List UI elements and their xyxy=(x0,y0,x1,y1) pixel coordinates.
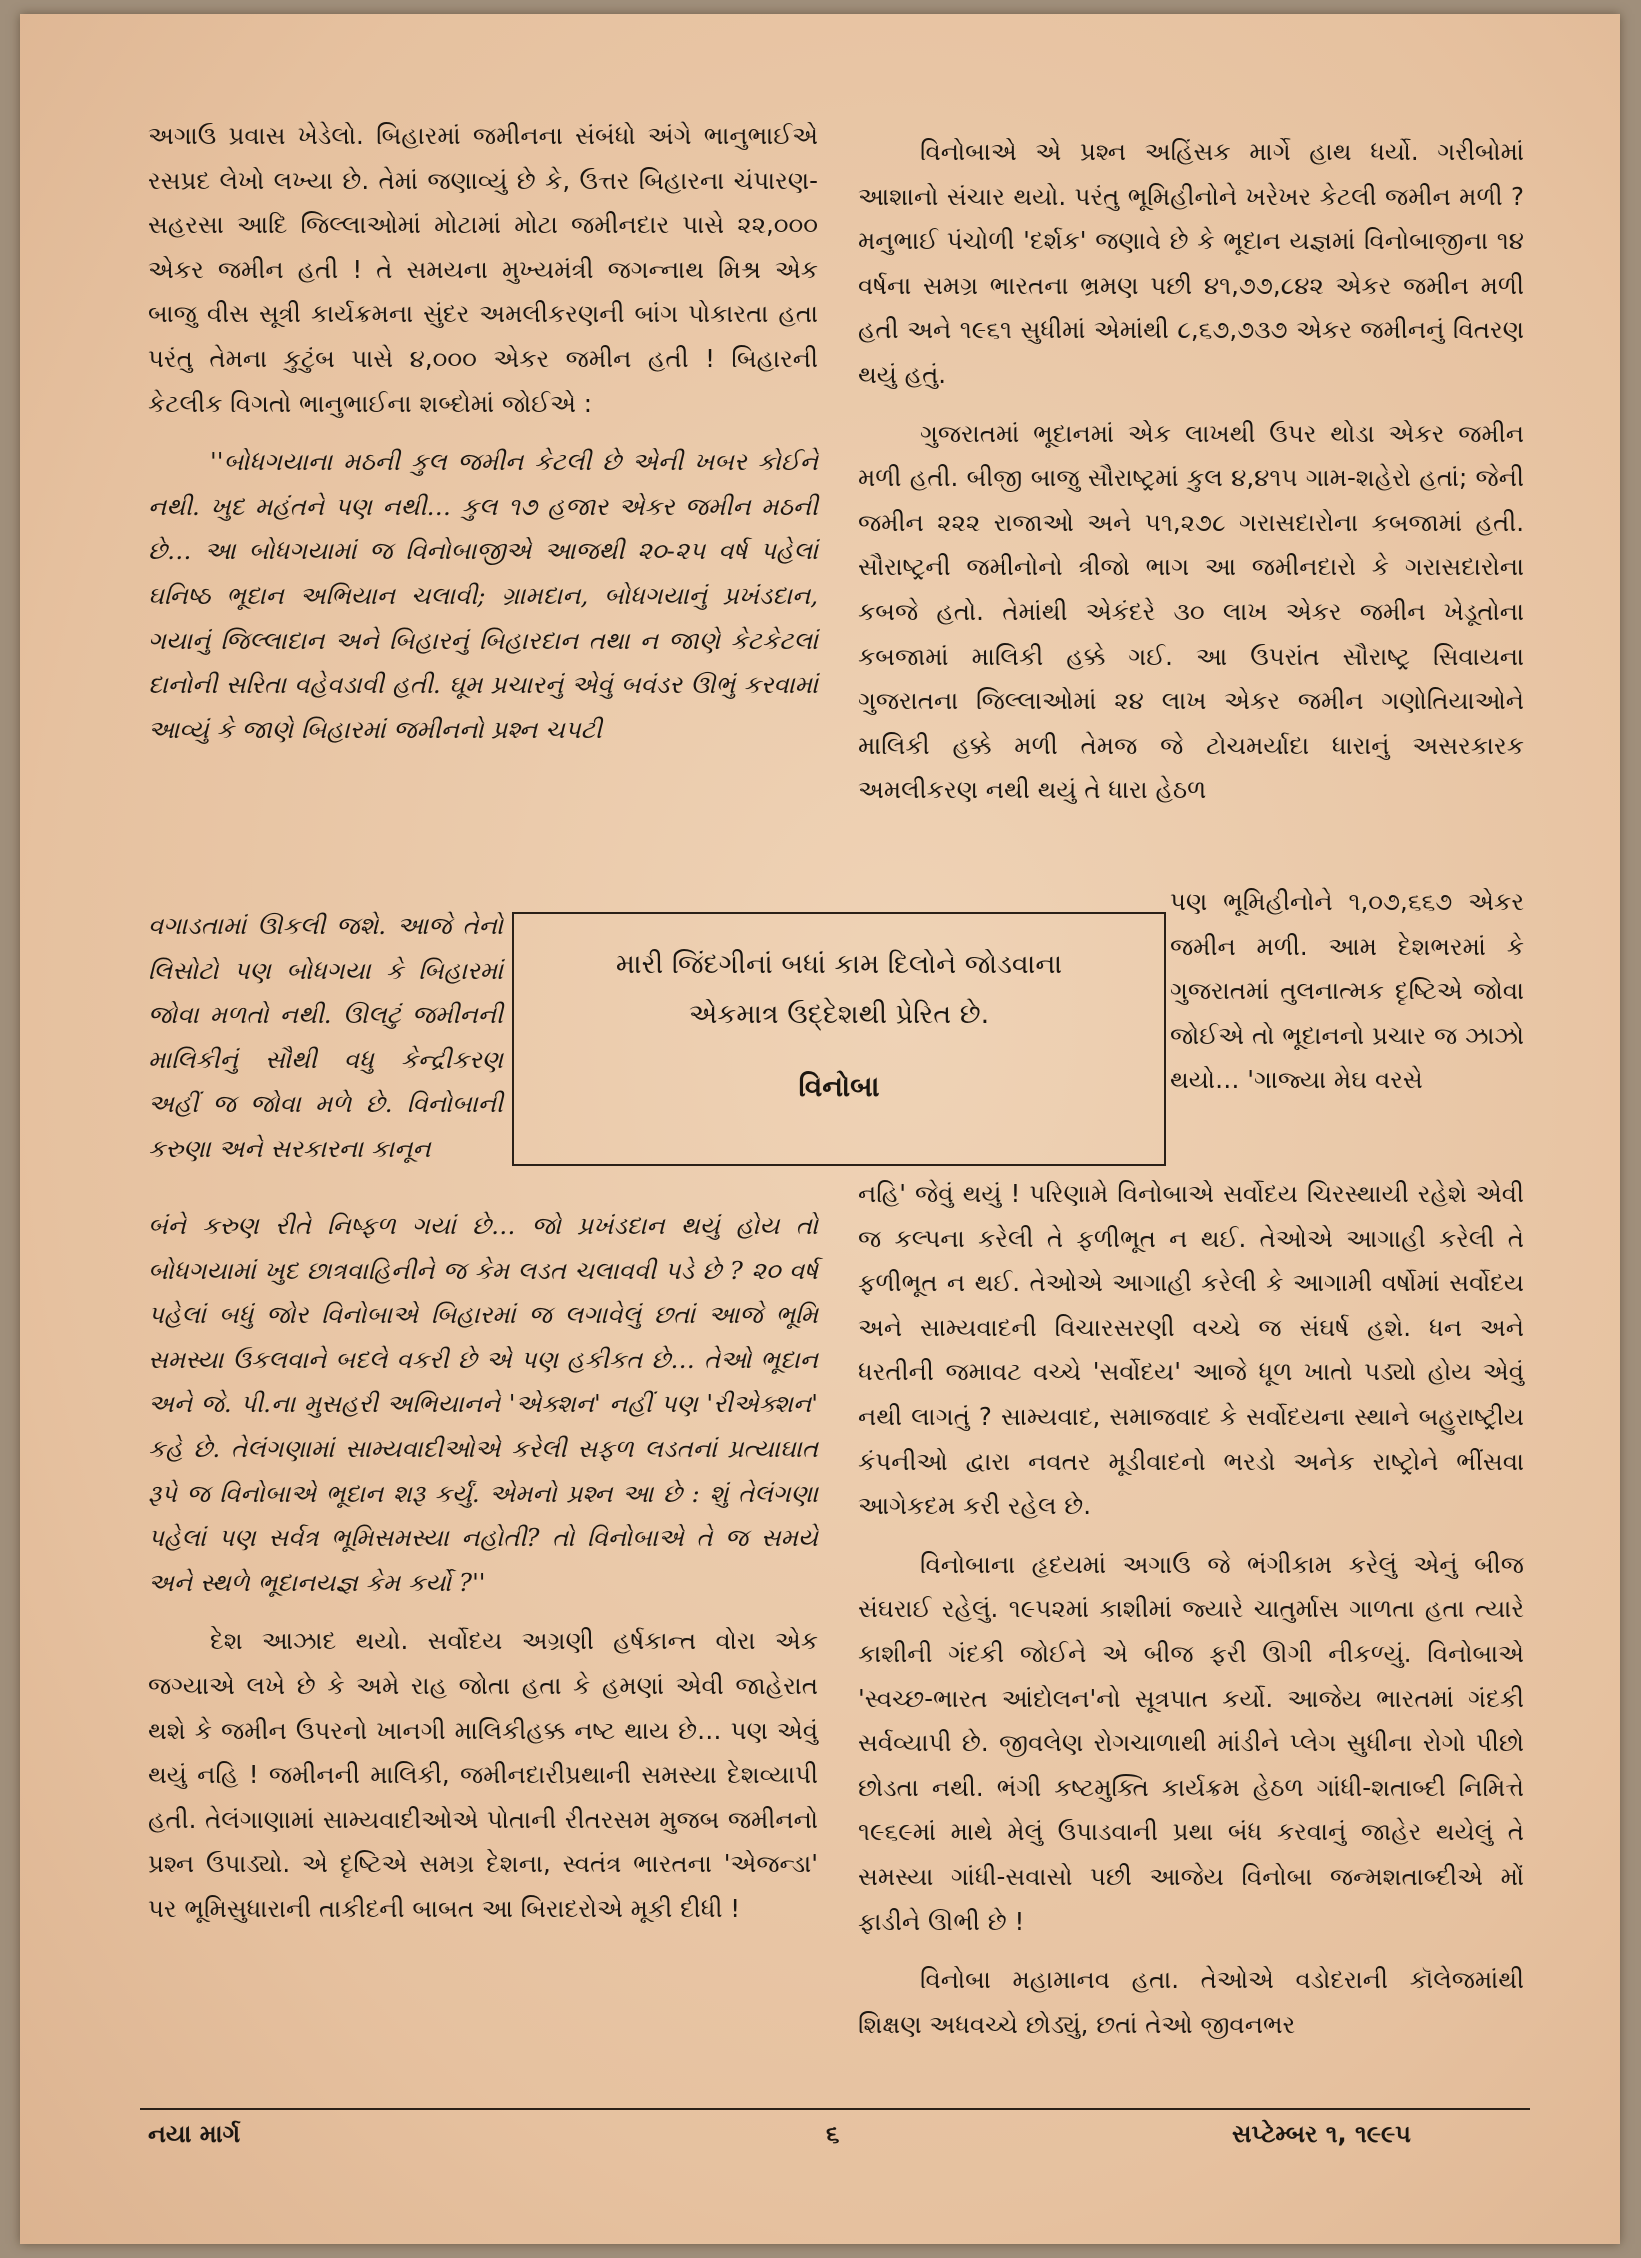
right-paragraph-2-narrow: પણ ભૂમિહીનોને ૧,૦૭,૬૬૭ એકર જમીન મળી. આમ દેશભરમાં કે ગુજરાતમાં તુલનાત્મક દૃષ્ટિએ જોવા જોઈએ તો ભૂદાનનો પ્રચાર જ ઝાઝો થયો… 'ગાજ્યા મેઘ વરસે xyxy=(1170,887,1524,1095)
left-column-top xyxy=(148,114,818,752)
left-paragraph-1: અગાઉ પ્રવાસ ખેડેલો. બિહારમાં જમીનના સંબંધો અંગે ભાનુભાઈએ રસપ્રદ લેખો લખ્યા છે. તેમાં જણાવ્યું છે કે, ઉત્તર બિહારના ચંપારણ-સહરસા આદિ જિલ્લાઓમાં મોટામાં મોટા જમીનદાર પાસે ૨૨,૦૦૦ એકર જમીન હતી ! તે સમયના મુખ્યમંત્રી જગન્નાથ મિશ્ર એક બાજુ વીસ સૂત્રી કાર્યક્રમના સુંદર અમલીકરણની બાંગ પોકારતા હતા પરંતુ તેમના કુટુંબ પાસે ૪,૦૦૦ એકર જમીન હતી ! બિહારની કેટલીક વિગતો ભાનુભાઈના શબ્દોમાં જોઈએ : xyxy=(148,121,818,418)
left-column-bottom xyxy=(148,1204,818,1932)
pull-quote-line-1: મારી જિંદગીનાં બધાં કામ દિલોને જોડવાના xyxy=(615,949,1063,980)
left-quote-full: ''બોધગયાના મઠની કુલ જમીન કેટલી છે એની ખબર કોઈને નથી. ખુદ મહંતને પણ નથી… કુલ ૧૭ હજાર એકર જમીન મઠની છે… આ બોધગયામાં જ વિનોબાજીએ આજથી ૨૦-૨૫ વર્ષ પહેલાં ઘનિષ્ઠ ભૂદાન અભિયાન ચલાવી; ગ્રામદાન, બોધગયાનું પ્રખંડદાન, ગયાનું જિલ્લાદાન અને બિહારનું બિહારદાન તથા ન જાણે કેટકેટલાં દાનોની સરિતા વહેવડાવી હતી. ઘૂમ પ્રચારનું એવું બવંડર ઊભું કરવામાં આવ્યું કે જાણે બિહારમાં જમીનનો પ્રશ્ન ચપટી xyxy=(148,447,818,744)
right-paragraph-4: વિનોબા મહામાનવ હતા. તેઓએ વડોદરાની કૉલેજમાંથી શિક્ષણ અધવચ્ચે છોડ્યું, છતાં તેઓ જીવનભર xyxy=(858,1965,1524,2039)
left-paragraph-3: દેશ આઝાદ થયો. સર્વોદય અગ્રણી હર્ષકાન્ત વોરા એક જગ્યાએ લખે છે કે અમે રાહ જોતા હતા કે હમણાં એવી જાહેરાત થશે કે જમીન ઉપરનો ખાનગી માલિકીહક્ક નષ્ટ થાય છે… પણ એવું થયું નહિ ! જમીનની માલિકી, જમીનદારીપ્રથાની સમસ્યા દેશવ્યાપી હતી. તેલંગાણામાં સામ્યવાદીઓએ પોતાની રીતરસમ મુજબ જમીનનો પ્રશ્ન ઉપાડ્યો. એ દૃષ્ટિએ સમગ્ર દેશના, સ્વતંત્ર ભારતના 'એજન્ડા' પર ભૂમિસુધારાની તાકીદની બાબત આ બિરાદરોએ મૂકી દીધી ! xyxy=(148,1626,818,1923)
pull-quote-line-2: એકમાત્ર ઉદ્દેશથી પ્રેરિત છે. xyxy=(688,999,990,1030)
footer-rule xyxy=(140,2108,1530,2110)
right-paragraph-2: ગુજરાતમાં ભૂદાનમાં એક લાખથી ઉપર થોડા એકર જમીન મળી હતી. બીજી બાજુ સૌરાષ્ટ્રમાં કુલ ૪,૪૧૫ ગામ-શહેરો હતાં; જેની જમીન ૨૨૨ રાજાઓ અને ૫૧,૨૭૮ ગરાસદારોના કબજામાં હતી. સૌરાષ્ટ્રની જમીનોનો ત્રીજો ભાગ આ જમીનદારો કે ગરાસદારોના કબજે હતો. તેમાંથી એકંદરે ૩૦ લાખ એકર જમીન ખેડૂતોના કબજામાં માલિકી હક્કે ગઈ. આ ઉપરાંત સૌરાષ્ટ્ર સિવાયના ગુજરાતના જિલ્લાઓમાં ૨૪ લાખ એકર જમીન ગણોતિયાઓને માલિકી હક્કે મળી તેમજ જે ટોચમર્યાદા ધારાનું અસરકારક અમલીકરણ નથી થયું તે ધારા હેઠળ xyxy=(858,418,1524,805)
footer-date: સપ્ટેમ્બર ૧, ૧૯૯૫ xyxy=(1232,2120,1411,2148)
left-quote-rest: બંને કરુણ રીતે નિષ્ફળ ગયાં છે… જો પ્રખંડદાન થયું હોય તો બોધગયામાં ખુદ છાત્રવાહિનીને જ કેમ લડત ચલાવવી પડે છે ? ૨૦ વર્ષ પહેલાં બધું જોર વિનોબાએ બિહારમાં જ લગાવેલું છતાં આજે ભૂમિ સમસ્યા ઉકલવાને બદલે વકરી છે એ પણ હકીકત છે… તેઓ ભૂદાન અને જે. પી.ના મુસહરી અભિયાનને 'એક્શન' નહીં પણ 'રીએક્શન' કહે છે. તેલંગણામાં સામ્યવાદીઓએ કરેલી સફળ લડતનાં પ્રત્યાઘાત રૂપે જ વિનોબાએ ભૂદાન શરૂ કર્યું. એમનો પ્રશ્ન આ છે : શું તેલંગણા પહેલાં પણ સર્વત્ર ભૂમિસમસ્યા નહોતી? તો વિનોબાએ તે જ સમયે અને સ્થળે ભૂદાનયજ્ઞ કેમ કર્યો ?'' xyxy=(148,1211,818,1597)
right-paragraph-2-rest: નહિ' જેવું થયું ! પરિણામે વિનોબાએ સર્વોદય ચિરસ્થાયી રહેશે એવી જ કલ્પના કરેલી તે ફળીભૂત ન થઈ. તેઓએ આગાહી કરેલી તે ફળીભૂત ન થઈ. તેઓએ આગાહી કરેલી કે આગામી વર્ષોમાં સર્વોદય અને સામ્યવાદની વિચારસરણી વચ્ચે જ સંઘર્ષ હશે. ધન અને ધરતીની જમાવટ વચ્ચે 'સર્વોદય' આજે ધૂળ ખાતો પડ્યો હોય એવું નથી લાગતું ? સામ્યવાદ, સમાજવાદ કે સર્વોદયના સ્થાને બહુરાષ્ટ્રીય કંપનીઓ દ્વારા નવતર મૂડીવાદનો ભરડો અનેક રાષ્ટ્રોને ભીંસવા આગેકદમ કરી રહેલ છે. xyxy=(858,1179,1524,1521)
right-column-top xyxy=(858,130,1524,813)
right-paragraph-1: વિનોબાએ એ પ્રશ્ન અહિંસક માર્ગે હાથ ધર્યો. ગરીબોમાં આશાનો સંચાર થયો. પરંતુ ભૂમિહીનોને ખરેખર કેટલી જમીન મળી ? મનુભાઈ પંચોળી 'દર્શક' જણાવે છે કે ભૂદાન યજ્ઞમાં વિનોબાજીના ૧૪ વર્ષના સમગ્ર ભારતના ભ્રમણ પછી ૪૧,૭૭,૮૪૨ એકર જમીન મળી હતી અને ૧૯૬૧ સુધીમાં એમાંથી ૮,૬૭,૭૩૭ એકર જમીનનું વિતરણ થયું હતું. xyxy=(858,137,1524,389)
right-paragraph-3: વિનોબાના હૃદયમાં અગાઉ જે ભંગીકામ કરેલું એનું બીજ સંઘરાઈ રહેલું. ૧૯૫૨માં કાશીમાં જ્યારે ચાતુર્માસ ગાળતા હતા ત્યારે કાશીની ગંદકી જોઈને એ બીજ ફરી ઊગી નીકળ્યું. વિનોબાએ 'સ્વચ્છ-ભારત આંદોલન'નો સૂત્રપાત કર્યો. આજેય ભારતમાં ગંદકી સર્વવ્યાપી છે. જીવલેણ રોગચાળાથી માંડીને પ્લેગ સુધીના રોગો પીછો છોડતા નથી. ભંગી કષ્ટમુક્તિ કાર્યક્રમ હેઠળ ગાંધી-શતાબ્દી નિમિત્તે ૧૯૬૯માં માથે મેલું ઉપાડવાની પ્રથા બંધ કરવાનું જાહેર થયેલું તે સમસ્યા ગાંધી-સવાસો પછી આજેય વિનોબા જન્મશતાબ્દીએ મોં ફાડીને ઊભી છે ! xyxy=(858,1549,1524,1936)
footer-publication: નયા માર્ગ xyxy=(148,2120,241,2148)
pull-quote-author: વિનોબા xyxy=(798,1070,880,1103)
magazine-page xyxy=(20,14,1620,2244)
footer-page-number: ૬ xyxy=(826,2120,840,2148)
pull-quote-box xyxy=(512,912,1166,1166)
right-column-bottom xyxy=(858,1172,1524,2047)
right-column-narrow xyxy=(1170,880,1524,1103)
left-column-narrow xyxy=(148,904,503,1172)
left-quote-narrow: વગાડતામાં ઊકલી જશે. આજે તેનો લિસોટો પણ બોધગયા કે બિહારમાં જોવા મળતો નથી. ઊલટું જમીનની માલિકીનું સૌથી વધુ કેન્દ્રીકરણ અહીં જ જોવા મળે છે. વિનોબાની કરુણા અને સરકારના કાનૂન xyxy=(148,911,503,1163)
